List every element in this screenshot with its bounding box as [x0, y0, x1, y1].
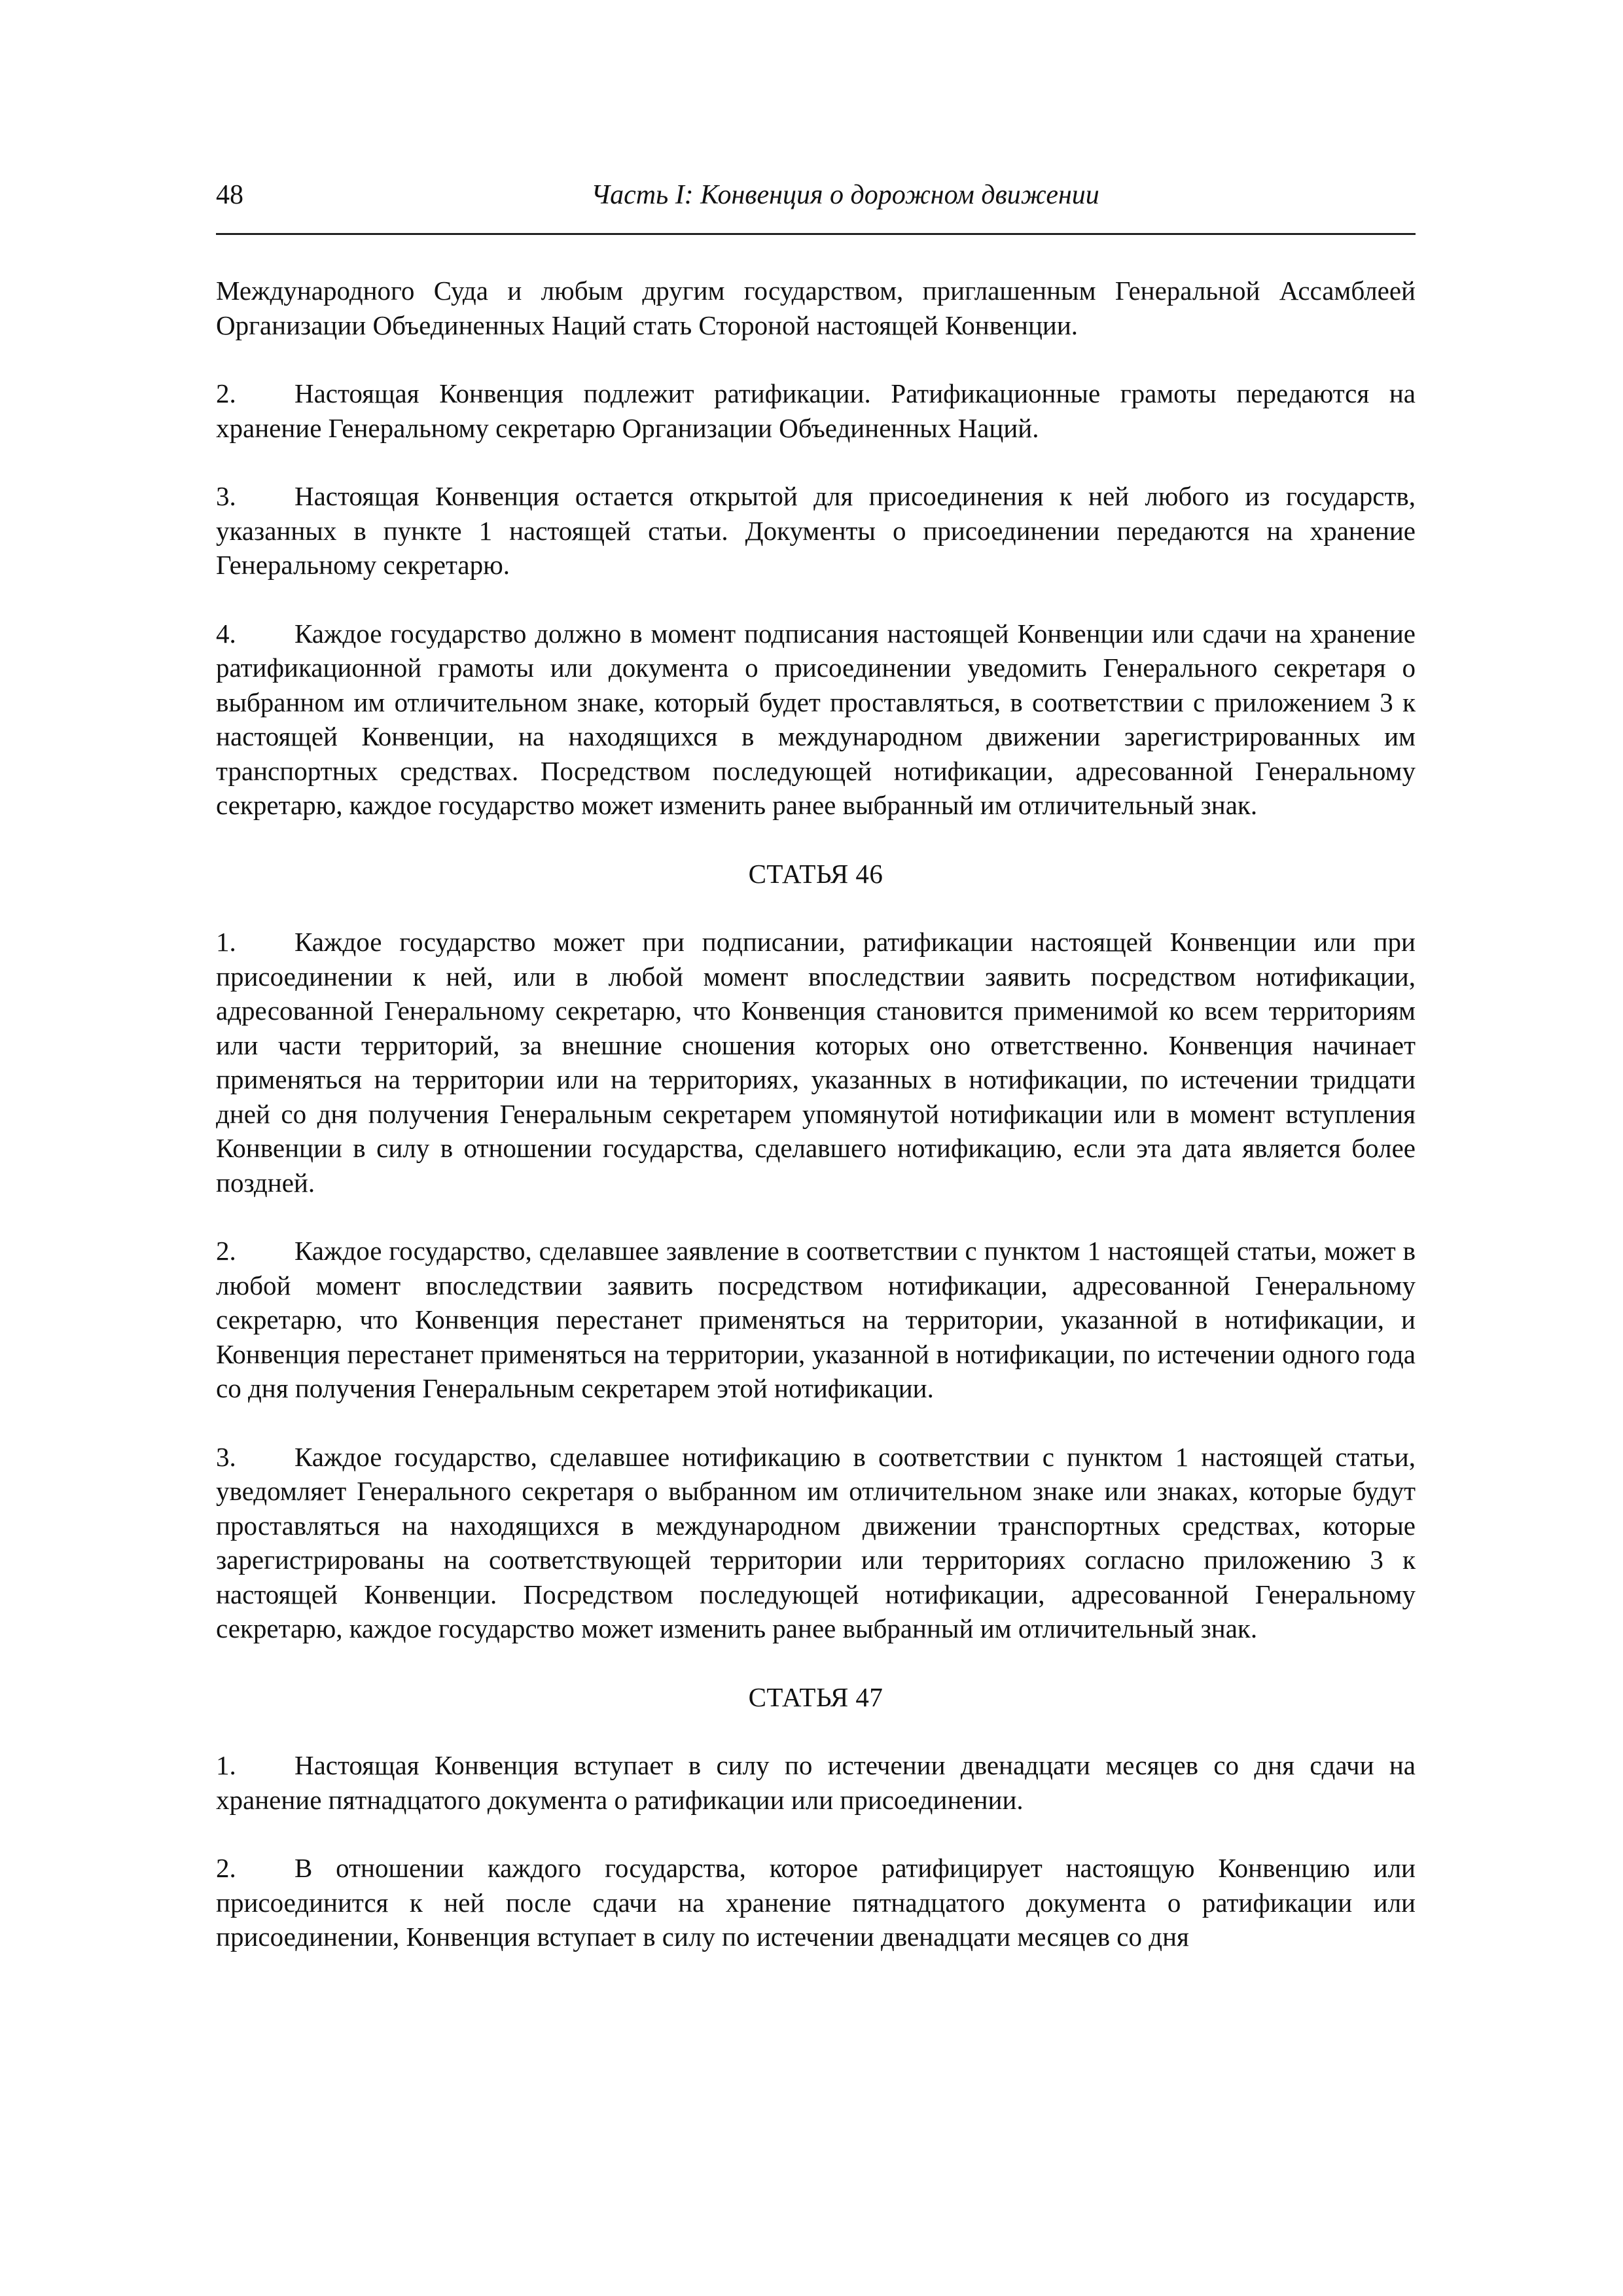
paragraph-47-2 [216, 1851, 1416, 1954]
running-title: Часть I: Конвенция о дорожном движении [591, 180, 1099, 210]
paragraph-text: Настоящая Конвенция вступает в силу по истечении двенадцати месяцев со дня сдачи на хранение пятнадцатого документа о ратификации или присоединении. [216, 1750, 1416, 1815]
paragraph-text: В отношении каждого государства, которое ратифицирует настоящую Конвенцию или присоединится к ней после сдачи на хранение пятнадцатого документа о ратификации или присоединении, Конвенция вступает в силу по истечении двенадцати месяцев со дня [216, 1853, 1416, 1952]
article-46-heading: СТАТЬЯ 46 [748, 858, 883, 889]
paragraph-45-2 [216, 376, 1416, 445]
paragraph-continuation [216, 274, 1416, 342]
page-header [216, 175, 1416, 235]
paragraph-text: Настоящая Конвенция подлежит ратификации. Ратификационные грамоты передаются на хранение Генеральному секретарю Организации Объединенных Наций. [216, 378, 1416, 443]
paragraph-46-1 [216, 925, 1416, 1200]
paragraph-number: 1. [216, 1750, 236, 1780]
paragraph-46-2 [216, 1234, 1416, 1406]
paragraph-text: Каждое государство, сделавшее нотификацию в соответствии с пунктом 1 настоящей статьи, уведомляет Генерального секретаря о выбранном им отличительном знаке или знаках, которые будут проставляться на находящихся в международном движении транспортных средствах, которые зарегистрированы на соответствующей территории или территориях согласно приложению 3 к настоящей Конвенции. Посредством последующей нотификации, адресованной Генеральному секретарю, каждое государство может изменить ранее выбранный им отличительный знак. [216, 1441, 1416, 1643]
paragraph-45-4 [216, 617, 1416, 823]
document-body [216, 274, 1416, 1988]
paragraph-46-3 [216, 1440, 1416, 1646]
page-number: 48 [216, 180, 243, 210]
paragraph-number: 4. [216, 618, 236, 649]
paragraph-number: 2. [216, 378, 236, 408]
paragraph-45-3 [216, 479, 1416, 583]
paragraph-text: Международного Суда и любым другим государством, приглашенным Генеральной Ассамблеей Организации Объединенных Наций стать Стороной настоящей Конвенции. [216, 276, 1416, 340]
article-47-heading: СТАТЬЯ 47 [748, 1681, 883, 1712]
paragraph-number: 2. [216, 1236, 236, 1266]
paragraph-47-1 [216, 1748, 1416, 1817]
paragraph-text: Каждое государство может при подписании, ратификации настоящей Конвенции или при присоединении к ней, или в любой момент впоследствии заявить посредством нотификации, адресованной Генеральному секретарю, что Конвенция становится применимой ко всем территориям или части территорий, за внешние сношения которых оно ответственно. Конвенция начинает применяться на территории или на территориях, указанных в нотификации, по истечении тридцати дней со дня получения Генеральным секретарем упомянутой нотификации или в момент вступления Конвенции в силу в отношении государства, сделавшего нотификацию, если эта дата является более поздней. [216, 927, 1416, 1198]
paragraph-text: Каждое государство, сделавшее заявление в соответствии с пунктом 1 настоящей статьи, может в любой момент впоследствии заявить посредством нотификации, адресованной Генеральному секретарю, что Конвенция перестанет применяться на территории, указанной в нотификации, и Конвенция перестанет применяться на территории, указанной в нотификации, по истечении одного года со дня получения Генеральным секретарем этой нотификации. [216, 1236, 1416, 1403]
paragraph-number: 2. [216, 1853, 236, 1883]
paragraph-number: 3. [216, 1441, 236, 1472]
paragraph-text: Настоящая Конвенция остается открытой для присоединения к ней любого из государств, указанных в пункте 1 настоящей статьи. Документы о присоединении передаются на хранение Генеральному секретарю. [216, 481, 1416, 580]
paragraph-number: 1. [216, 927, 236, 957]
paragraph-text: Каждое государство должно в момент подписания настоящей Конвенции или сдачи на хранение ратификационной грамоты или документа о присоединении уведомить Генерального секретаря о выбранном им отличительном знаке, который будет проставляться, в соответствии с приложением 3 к настоящей Конвенции, на находящихся в международном движении зарегистрированных им транспортных средствах. Посредством последующей нотификации, адресованной Генеральному секретарю, каждое государство может изменить ранее выбранный им отличительный знак. [216, 618, 1416, 820]
paragraph-number: 3. [216, 481, 236, 511]
